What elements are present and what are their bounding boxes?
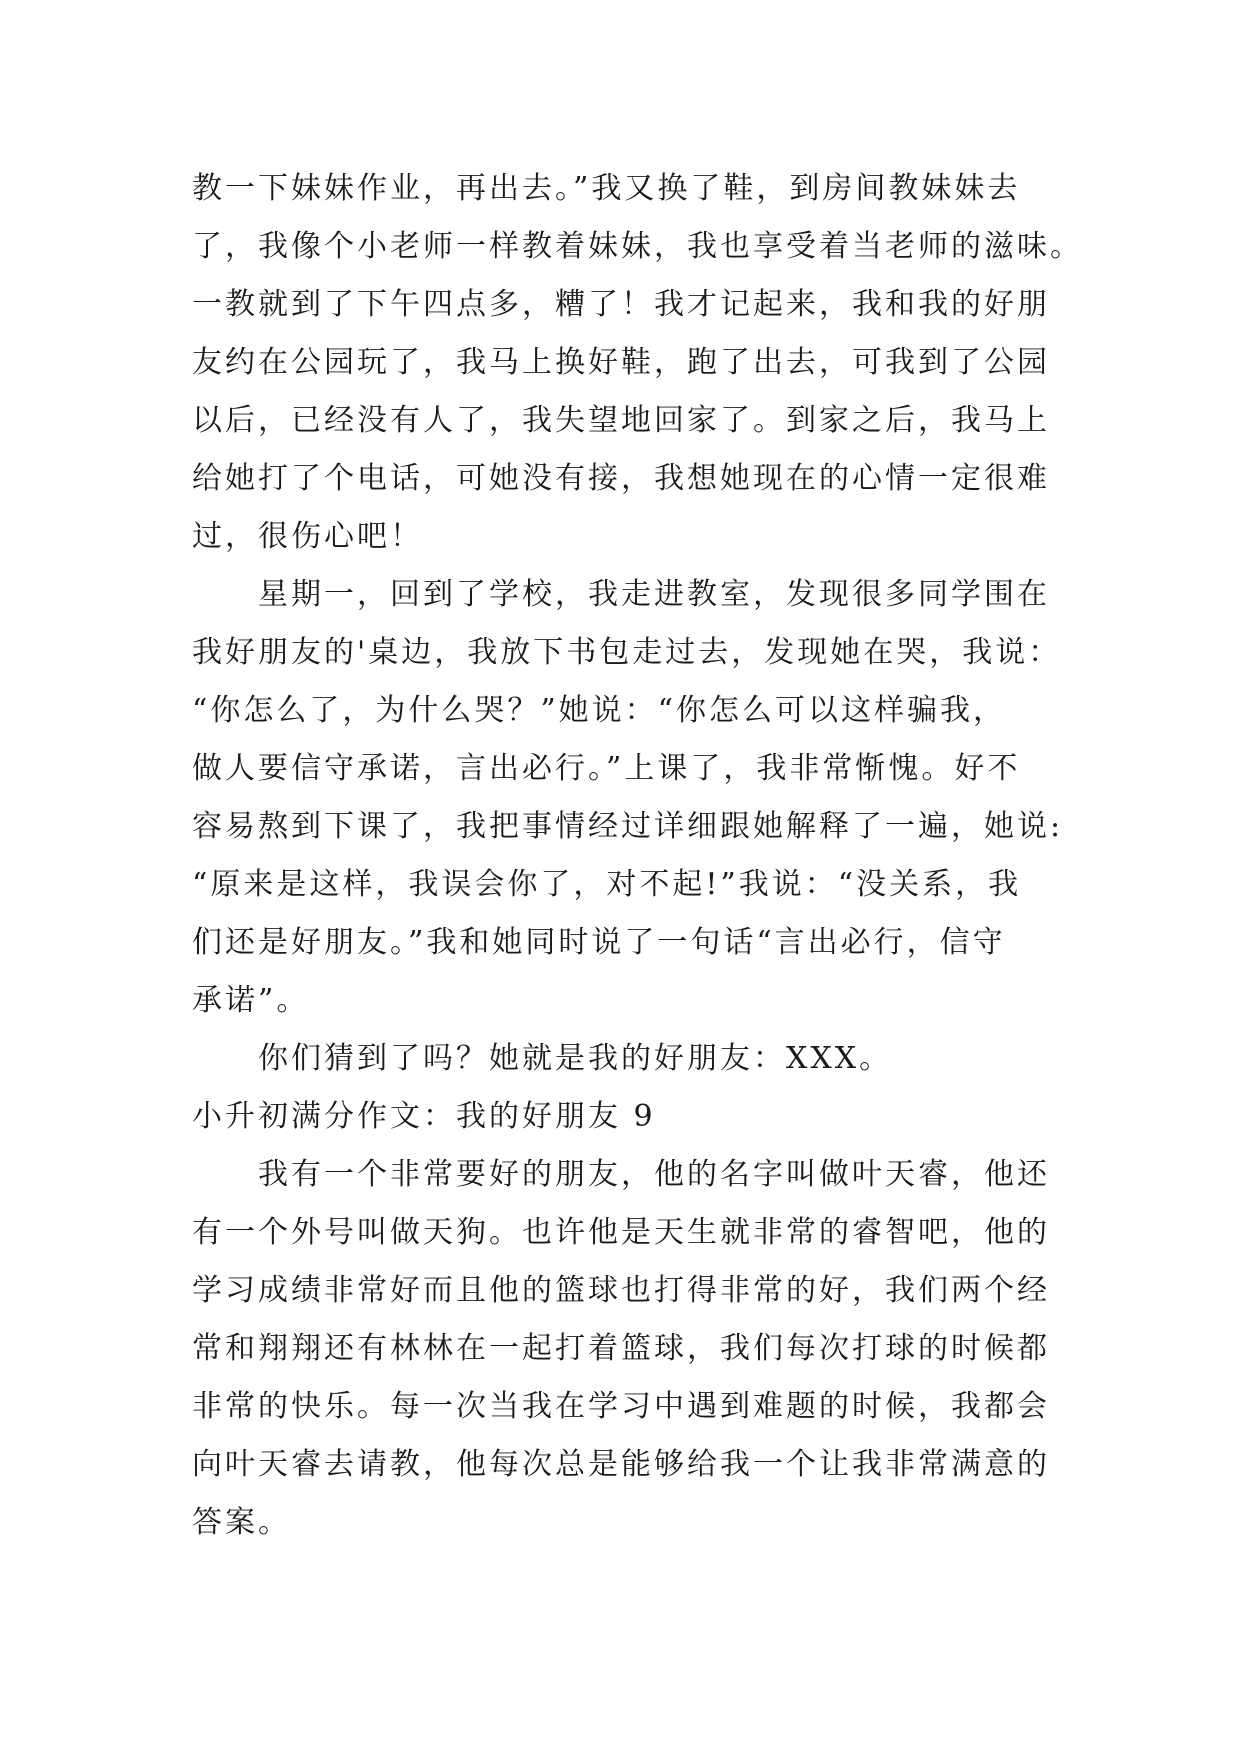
- text-line: 们还是好朋友。”我和她同时说了一句话“言出必行，信守: [192, 925, 1006, 960]
- text-line: 有一个外号叫做天狗。也许他是天生就非常的睿智吧，他的: [192, 1215, 1050, 1250]
- paragraph-start-line: 星期一，回到了学校，我走进教室，发现很多同学围在: [258, 577, 1050, 612]
- text-line: 容易熬到下课了，我把事情经过详细跟她解释了一遍，她说:: [192, 809, 1064, 844]
- body-text: [192, 160, 1092, 1552]
- text-line: 友约在公园玩了，我马上换好鞋，跑了出去，可我到了公园: [192, 345, 1050, 380]
- text-line: 常和翔翔还有林林在一起打着篮球，我们每次打球的时候都: [192, 1331, 1050, 1366]
- text-line: 以后，已经没有人了，我失望地回家了。到家之后，我马上: [192, 403, 1050, 438]
- text-line: “原来是这样，我误会你了，对不起!”我说：“没关系，我: [192, 867, 1022, 902]
- text-line: 了，我像个小老师一样教着妹妹，我也享受着当老师的滋味。: [192, 229, 1083, 264]
- text-line: 承诺”。: [192, 983, 310, 1018]
- text-line: “你怎么了，为什么哭？”她说：“你怎么可以这样骗我，: [192, 693, 1007, 728]
- paragraph-start-line: 你们猜到了吗？她就是我的好朋友：XXX。: [258, 1041, 893, 1076]
- text-line: 教一下妹妹作业，再出去。”我又换了鞋，到房间教妹妹去: [192, 171, 1021, 206]
- paragraph-start-line: 我有一个非常要好的朋友，他的名字叫做叶天睿，他还: [258, 1157, 1050, 1192]
- text-line: 向叶天睿去请教，他每次总是能够给我一个让我非常满意的: [192, 1447, 1050, 1482]
- text-line: 过，很伤心吧！: [192, 519, 423, 554]
- text-line: 给她打了个电话，可她没有接，我想她现在的心情一定很难: [192, 461, 1050, 496]
- text-line: 学习成绩非常好而且他的篮球也打得非常的好，我们两个经: [192, 1273, 1050, 1308]
- text-line: 做人要信守承诺，言出必行。”上课了，我非常惭愧。好不: [192, 751, 1021, 786]
- section-heading: 小升初满分作文：我的好朋友 9: [192, 1099, 656, 1134]
- text-line: 非常的快乐。每一次当我在学习中遇到难题的时候，我都会: [192, 1389, 1050, 1424]
- text-line: 答案。: [192, 1505, 291, 1540]
- text-line: 我好朋友的'桌边，我放下书包走过去，发现她在哭，我说：: [192, 635, 1062, 670]
- text-line: 一教就到了下午四点多，糟了！我才记起来，我和我的好朋: [192, 287, 1050, 322]
